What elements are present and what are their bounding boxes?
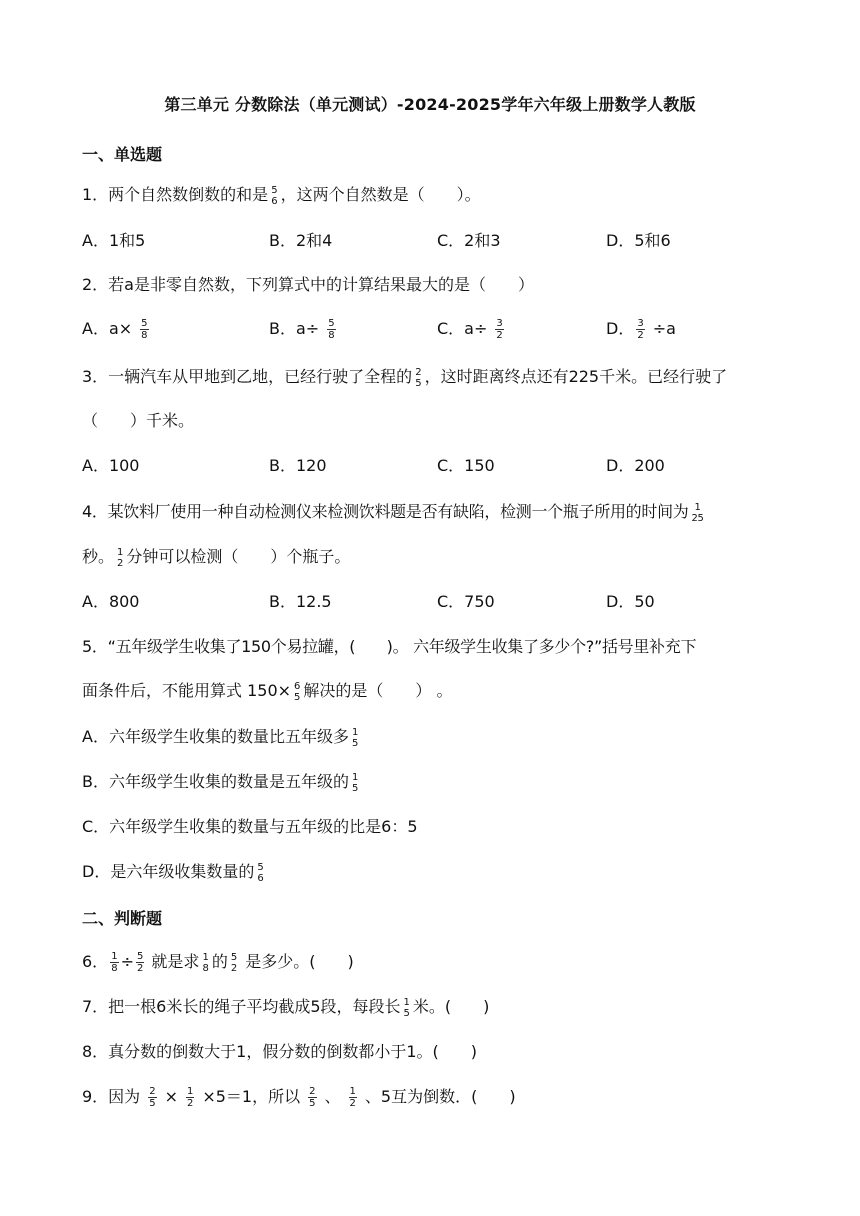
fraction: $\frac{2}{5}$ bbox=[309, 1086, 316, 1109]
fraction: 1 2 bbox=[117, 546, 124, 569]
question-text: ，这时距离终点还有225千米。已经行驶了 bbox=[424, 367, 728, 386]
option-d: D． $\frac{3}{2}$ ÷a bbox=[606, 318, 676, 341]
question-text: 1．两个自然数倒数的和是 bbox=[82, 185, 269, 204]
question-4-continued: 秒。 1 2 分钟可以检测（ ）个瓶子。 bbox=[82, 546, 351, 569]
fraction: $\frac{1}{2}$ bbox=[349, 1086, 356, 1109]
fraction: 1 5 bbox=[403, 996, 410, 1019]
question-text: 4．某饮料厂使用一种自动检测仪来检测饮料题是否有缺陷，检测一个瓶子所用的时间为 bbox=[82, 502, 689, 521]
option-c: C．a÷ $\frac{3}{2}$ bbox=[437, 318, 503, 341]
option-d: D．5和6 bbox=[606, 231, 671, 250]
option-b: B．2和4 bbox=[269, 231, 333, 250]
fraction: $\frac{5}{8}$ bbox=[328, 318, 335, 341]
option-c: C．150 bbox=[437, 456, 495, 475]
question-8: 8．真分数的倒数大于1，假分数的倒数都小于1。( ) bbox=[82, 1042, 478, 1061]
question-5: 5．“五年级学生收集了150个易拉罐，( )。 六年级学生收集了多少个?”括号里补充下 bbox=[82, 637, 697, 656]
fraction: 5 6 bbox=[271, 184, 278, 207]
question-7: 7．把一根6米长的绳子平均截成5段，每段长 1 5 米。( ) bbox=[82, 996, 490, 1019]
fraction: 1 5 bbox=[351, 726, 359, 749]
section-heading-true-false: 二、判断题 bbox=[82, 909, 163, 928]
fraction: 2 5 bbox=[415, 366, 422, 389]
question-2: 2．若a是非零自然数，下列算式中的计算结果最大的是（ ） bbox=[82, 275, 534, 294]
option-c: C．2和3 bbox=[437, 231, 501, 250]
fraction: 5 2 bbox=[230, 951, 238, 974]
question-5-continued: 面条件后，不能用算式 150× 6 5 解决的是（ ） 。 bbox=[82, 680, 453, 703]
option-d: D．是六年级收集数量的 5 6 bbox=[82, 861, 264, 884]
question-3-continued: （ ）千米。 bbox=[82, 411, 195, 430]
fraction: 6 5 bbox=[294, 680, 301, 703]
fraction: 1 8 bbox=[202, 951, 209, 974]
fraction: 5 6 bbox=[257, 861, 264, 884]
fraction: $\frac{3}{2}$ bbox=[637, 318, 644, 341]
fraction: $\frac{5}{8}$ bbox=[141, 318, 148, 341]
page-title: 第三单元 分数除法（单元测试）-2024-2025学年六年级上册数学人教版 bbox=[164, 95, 696, 114]
question-1 bbox=[82, 184, 481, 207]
fraction: 1 25 bbox=[691, 501, 704, 524]
option-b: B．12.5 bbox=[269, 592, 332, 611]
fraction: 1 5 bbox=[351, 771, 359, 794]
fraction: $\frac{1}{8}$ bbox=[111, 951, 118, 974]
option-a: A．800 bbox=[82, 592, 140, 611]
option-d: D．200 bbox=[606, 456, 665, 475]
option-a: A．六年级学生收集的数量比五年级多 1 5 bbox=[82, 726, 359, 749]
option-c: C．750 bbox=[437, 592, 495, 611]
option-a: A．100 bbox=[82, 456, 140, 475]
question-text: ，这两个自然数是（ ）。 bbox=[280, 185, 481, 204]
option-b: B．120 bbox=[269, 456, 327, 475]
question-6: 6． $\frac{1}{8}$ ÷ $\frac{5}{2}$ 就是求 1 8 的 5 2 是多少。( ) bbox=[82, 951, 354, 974]
option-d: D．50 bbox=[606, 592, 655, 611]
option-a: A．a× $\frac{5}{8}$ bbox=[82, 318, 148, 341]
question-4 bbox=[82, 501, 707, 524]
option-b: B．六年级学生收集的数量是五年级的 1 5 bbox=[82, 771, 359, 794]
question-text: 3．一辆汽车从甲地到乙地，已经行驶了全程的 bbox=[82, 367, 413, 386]
fraction: $\frac{1}{2}$ bbox=[186, 1086, 194, 1109]
question-9: 9．因为 $\frac{2}{5}$ × $\frac{1}{2}$ ×5＝1，所以 $\frac{2}{5}$ 、 $\frac{1}{2}$ 、5互为倒数．( ) bbox=[82, 1086, 516, 1109]
question-3 bbox=[82, 366, 727, 389]
option-a: A．1和5 bbox=[82, 231, 146, 250]
fraction: $\frac{3}{2}$ bbox=[496, 318, 503, 341]
option-c: C．六年级学生收集的数量与五年级的比是6：5 bbox=[82, 817, 418, 836]
fraction: $\frac{2}{5}$ bbox=[149, 1086, 156, 1109]
section-heading-single-choice: 一、单选题 bbox=[82, 145, 163, 164]
fraction: $\frac{5}{2}$ bbox=[136, 951, 144, 974]
option-b: B．a÷ $\frac{5}{8}$ bbox=[269, 318, 335, 341]
